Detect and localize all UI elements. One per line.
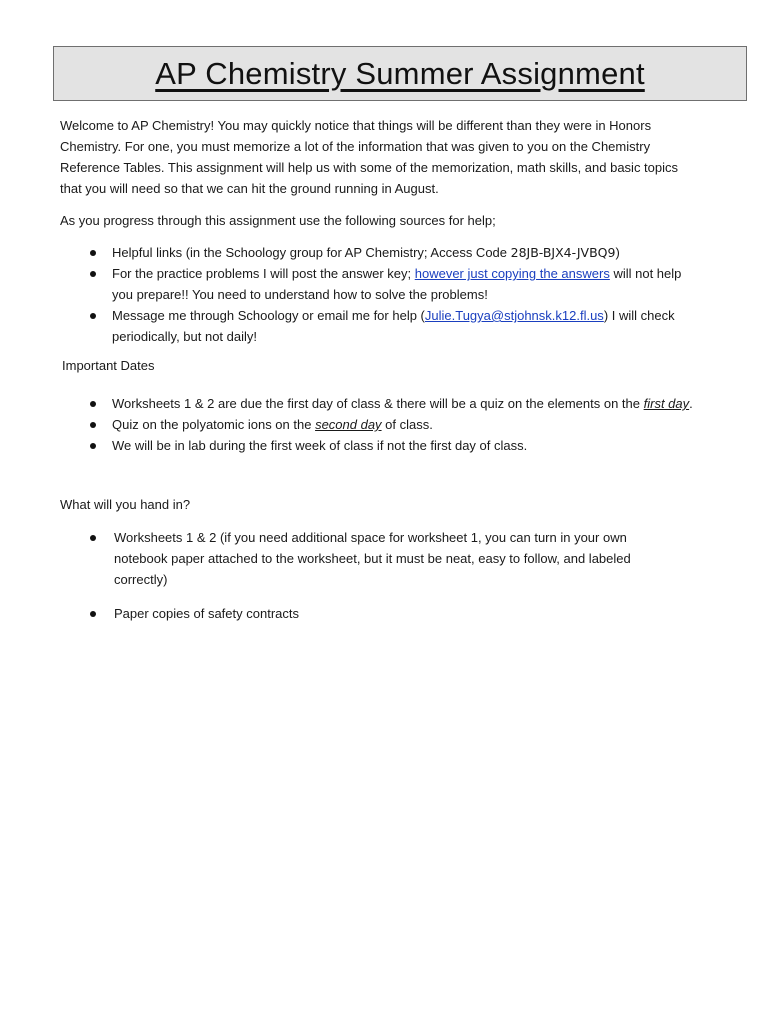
list-item [60, 435, 700, 456]
list-item-text: Paper copies of safety contracts [114, 606, 299, 621]
bullet-icon [90, 535, 96, 541]
list-item-text: Helpful links (in the Schoology group for AP Chemistry; Access Code [112, 245, 511, 260]
list-item [60, 527, 674, 590]
bullet-icon [90, 422, 96, 428]
list-item [60, 242, 700, 263]
list-item-text: will not help you prepare!! You need to understand how to solve the problems! [112, 266, 682, 302]
bullet-icon [90, 313, 96, 319]
emphasis-text: first day [643, 396, 690, 411]
list-item [60, 393, 700, 414]
list-item-text: For the practice problems I will post the answer key; [112, 266, 415, 281]
list-item-text: ) I will check periodically, but not daily! [112, 308, 675, 344]
important-dates-heading: Important Dates [62, 358, 155, 373]
bullet-icon [90, 611, 96, 617]
list-item [60, 603, 700, 624]
list-item-text: ) [615, 245, 620, 260]
hand-in-list-2 [60, 603, 700, 624]
list-item [60, 305, 700, 347]
list-item-text: of class. [381, 417, 433, 432]
bullet-icon [90, 401, 96, 407]
email-link[interactable]: Julie.Tugya@stjohnsk.k12.fl.us [424, 308, 604, 323]
access-code: 28JB-BJX4-JVBQ9 [510, 245, 616, 260]
emphasis-text: second day [315, 417, 382, 432]
list-item-text: Message me through Schoology or email me for help ( [112, 308, 425, 323]
bullet-icon [90, 443, 96, 449]
list-item [60, 263, 700, 305]
bullet-icon [90, 271, 96, 277]
bullet-icon [90, 250, 96, 256]
list-item-text: Worksheets 1 & 2 are due the first day of class & there will be a quiz on the elements on the [112, 396, 644, 411]
list-item-text: Quiz on the polyatomic ions on the [112, 417, 316, 432]
list-item-text: . [689, 396, 693, 411]
page-title: AP Chemistry Summer Assignment [155, 55, 645, 91]
list-item-text: We will be in lab during the first week of class if not the first day of class. [112, 438, 528, 453]
sources-intro: As you progress through this assignment use the following sources for help; [60, 213, 496, 228]
answers-link[interactable]: however just copying the answers [414, 266, 610, 281]
hand-in-list [60, 527, 700, 590]
dates-list [60, 393, 700, 456]
sources-list [60, 242, 700, 347]
hand-in-heading: What will you hand in? [60, 497, 191, 512]
list-item [60, 414, 700, 435]
list-item-text: Worksheets 1 & 2 (if you need additional space for worksheet 1, you can turn in your own notebook paper attached to the worksheet, but it must be neat, easy to follow, and labeled correctly) [114, 530, 631, 587]
intro-paragraph: Welcome to AP Chemistry! You may quickly notice that things will be different than they were in Honors Chemistry. For one, you must memorize a lot of the information that was given to you on the Chemistry Reference Tables. This assignment will help us with some of the memorization, math skills, and basic topics that you will need so that we can hit the ground running in August. [60, 118, 679, 196]
title-box [53, 46, 747, 101]
